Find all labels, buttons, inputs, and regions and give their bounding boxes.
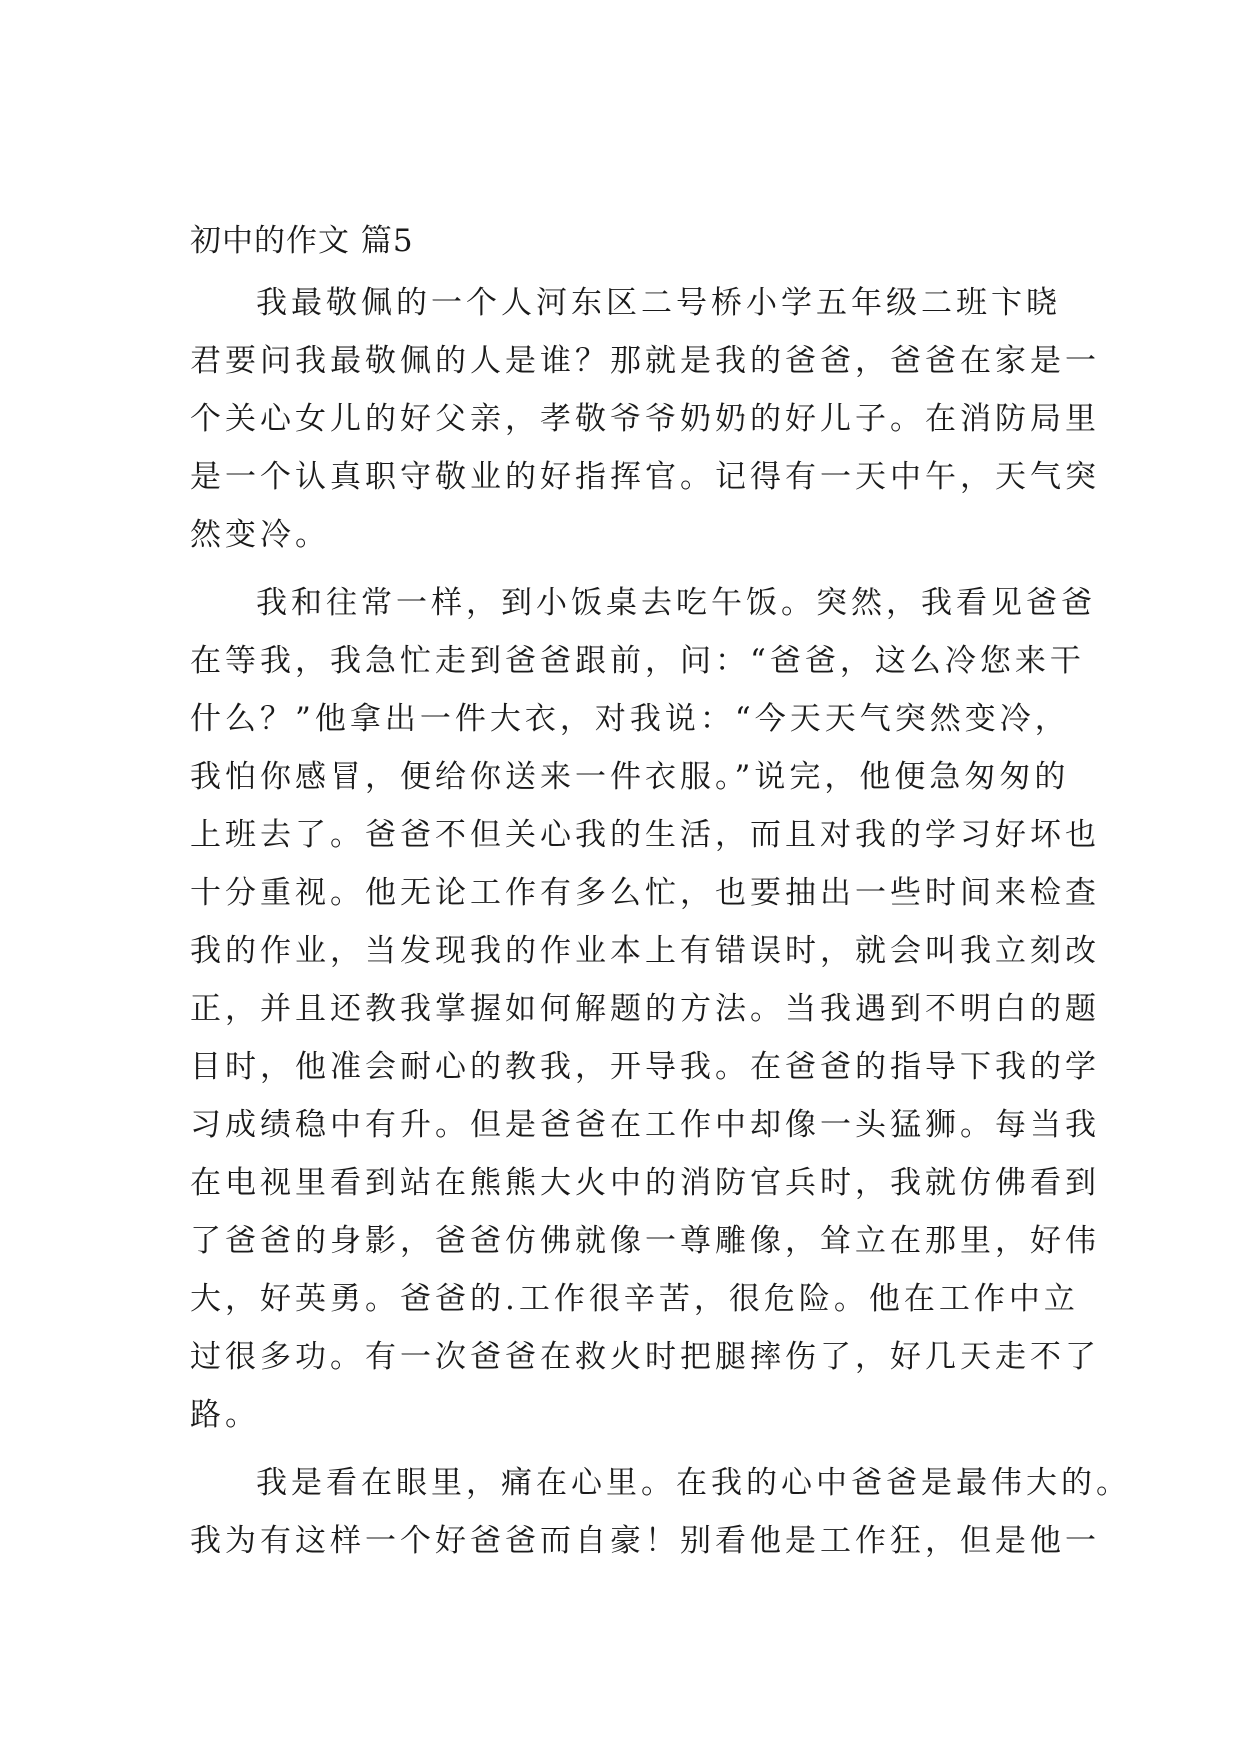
text-line: 习成绩稳中有升。但是爸爸在工作中却像一头猛狮。每当我 bbox=[190, 1107, 1100, 1143]
text-line: 在电视里看到站在熊熊大火中的消防官兵时，我就仿佛看到 bbox=[190, 1165, 1100, 1201]
text-line: 我和往常一样，到小饭桌去吃午饭。突然，我看见爸爸 bbox=[256, 585, 1096, 621]
essay-title: 初中的作文 篇5 bbox=[190, 223, 414, 259]
paragraph-2 bbox=[190, 574, 1100, 1444]
text-line: 我是看在眼里，痛在心里。在我的心中爸爸是最伟大的。 bbox=[256, 1465, 1131, 1501]
paragraph-1 bbox=[190, 274, 1100, 564]
text-line: 君要问我最敬佩的人是谁？那就是我的爸爸，爸爸在家是一 bbox=[190, 343, 1100, 379]
text-line: 我最敬佩的一个人河东区二号桥小学五年级二班卞晓 bbox=[256, 285, 1061, 321]
text-line: 我为有这样一个好爸爸而自豪！别看他是工作狂，但是他一 bbox=[190, 1523, 1100, 1559]
text-line: 什么？”他拿出一件大衣，对我说：“今天天气突然变冷， bbox=[190, 701, 1070, 737]
text-line: 我的作业，当发现我的作业本上有错误时，就会叫我立刻改 bbox=[190, 933, 1100, 969]
text-line: 我怕你感冒，便给你送来一件衣服。”说完，他便急匆匆的 bbox=[190, 759, 1070, 795]
document-body bbox=[190, 218, 1131, 1580]
text-line: 大，好英勇。爸爸的.工作很辛苦，很危险。他在工作中立 bbox=[190, 1281, 1079, 1317]
text-line: 目时，他准会耐心的教我，开导我。在爸爸的指导下我的学 bbox=[190, 1049, 1100, 1085]
text-line: 了爸爸的身影，爸爸仿佛就像一尊雕像，耸立在那里，好伟 bbox=[190, 1223, 1100, 1259]
text-line: 是一个认真职守敬业的好指挥官。记得有一天中午，天气突 bbox=[190, 459, 1100, 495]
text-line: 正，并且还教我掌握如何解题的方法。当我遇到不明白的题 bbox=[190, 991, 1100, 1027]
text-line: 然变冷。 bbox=[190, 517, 330, 553]
text-line: 在等我，我急忙走到爸爸跟前，问：“爸爸，这么冷您来干 bbox=[190, 643, 1085, 679]
text-line: 过很多功。有一次爸爸在救火时把腿摔伤了，好几天走不了 bbox=[190, 1339, 1100, 1375]
text-line: 上班去了。爸爸不但关心我的生活，而且对我的学习好坏也 bbox=[190, 817, 1100, 853]
paragraph-3 bbox=[190, 1454, 1131, 1570]
text-line: 十分重视。他无论工作有多么忙，也要抽出一些时间来检查 bbox=[190, 875, 1100, 911]
text-line: 路。 bbox=[190, 1397, 260, 1433]
text-line: 个关心女儿的好父亲，孝敬爷爷奶奶的好儿子。在消防局里 bbox=[190, 401, 1100, 437]
